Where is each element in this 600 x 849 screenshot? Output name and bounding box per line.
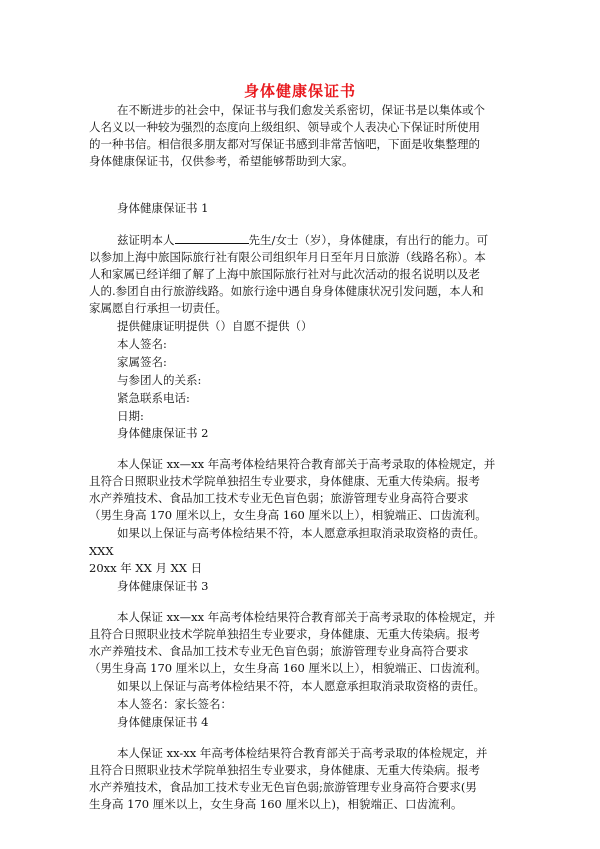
signature-line: 本人签名：家长签名： (117, 697, 232, 711)
intro-line: 人名义以一种较为强烈的态度向上级组织、领导或个人表决心下保证时所使用 (89, 120, 480, 134)
paragraph-line: 且符合日照职业技术学院单独招生专业要求，身体健康、无重大传染病。报考 (89, 763, 480, 777)
intro-line: 的一种书信。相信很多朋友都对写保证书感到非常苦恼吧，下面是收集整理的 (89, 137, 480, 151)
form-field-line: 与参团人的关系: (117, 373, 202, 387)
paragraph-line: （男生身高 170 厘米以上，女生身高 160 厘米以上），相貌端正、口齿流利。 (89, 508, 487, 522)
section-heading: 身体健康保证书 1 (117, 201, 209, 215)
paragraph-line: 以参加上海中旅国际旅行社有限公司组织年月日至年月日旅游（线路名称）。本 (89, 250, 486, 264)
paragraph-text: 兹证明本人 (117, 233, 175, 247)
form-field-line: 本人签名: (117, 337, 167, 351)
section-heading: 身体健康保证书 3 (117, 579, 209, 593)
signature: XXX (89, 544, 114, 558)
date-line: 20xx 年 XX 月 XX 日 (89, 561, 203, 575)
paragraph-line: 且符合日照职业技术学院单独招生专业要求，身体健康、无重大传染病。报考 (89, 627, 480, 641)
paragraph-line: （男生身高 170 厘米以上，女生身高 160 厘米以上），相貌端正、口齿流利。 (89, 661, 487, 675)
section-heading: 身体健康保证书 2 (117, 426, 209, 440)
document-title: 身体健康保证书 (243, 82, 356, 100)
paragraph-line: 且符合日照职业技术学院单独招生专业要求，身体健康、无重大传染病。报考 (89, 474, 480, 488)
intro-line: 身体健康保证书，仅供参考，希望能够帮助到大家。 (89, 154, 354, 168)
paragraph-line: 生身高 170 厘米以上，女生身高 160 厘米以上)，相貌端正、口齿流利。 (89, 797, 463, 811)
paragraph-line: 水产养殖技术、食品加工技术专业无色盲色弱；旅游管理专业身高符合要求 (89, 644, 469, 658)
paragraph-line: 家属愿自行承担一切责任。 (89, 301, 227, 315)
paragraph-line: 水产养殖技术，食品加工技术专业无色盲色弱;旅游管理专业身高符合要求(男 (89, 780, 477, 794)
section-heading: 身体健康保证书 4 (117, 715, 209, 729)
paragraph-line: 本人保证 xx-xx 年高考体检结果符合教育部关于高考录取的体检规定，并 (117, 746, 488, 760)
paragraph-line: 人的.参团自由行旅游线路。如旅行途中遇自身身体健康状况引发问题，本人和 (89, 284, 484, 298)
paragraph-line: 如果以上保证与高考体检结果不符，本人愿意承担取消录取资格的责任。 (117, 679, 485, 693)
paragraph-text: 先生/女士（岁），身体健康，有出行的能力。可 (248, 233, 489, 247)
form-field-line: 家属签名: (117, 355, 167, 369)
intro-line: 在不断进步的社会中，保证书与我们愈发关系密切，保证书是以集体或个 (117, 103, 485, 117)
fill-blank (175, 232, 249, 244)
paragraph-line: 水产养殖技术、食品加工技术专业无色盲色弱；旅游管理专业身高符合要求 (89, 491, 469, 505)
paragraph-line (117, 232, 488, 248)
paragraph-line: 人和家属已经详细了解了上海中旅国际旅行社对与此次活动的报名说明以及老 (89, 267, 480, 281)
form-field-line: 紧急联系电话: (117, 391, 190, 405)
paragraph-line: 本人保证 xx—xx 年高考体检结果符合教育部关于高考录取的体检规定，并 (117, 457, 496, 471)
form-field-line: 提供健康证明提供（）自愿不提供（） (117, 319, 313, 333)
form-field-line: 日期: (117, 409, 144, 423)
paragraph-line: 本人保证 xx—xx 年高考体检结果符合教育部关于高考录取的体检规定，并 (117, 610, 496, 624)
paragraph-line: 如果以上保证与高考体检结果不符，本人愿意承担取消录取资格的责任。 (117, 526, 485, 540)
